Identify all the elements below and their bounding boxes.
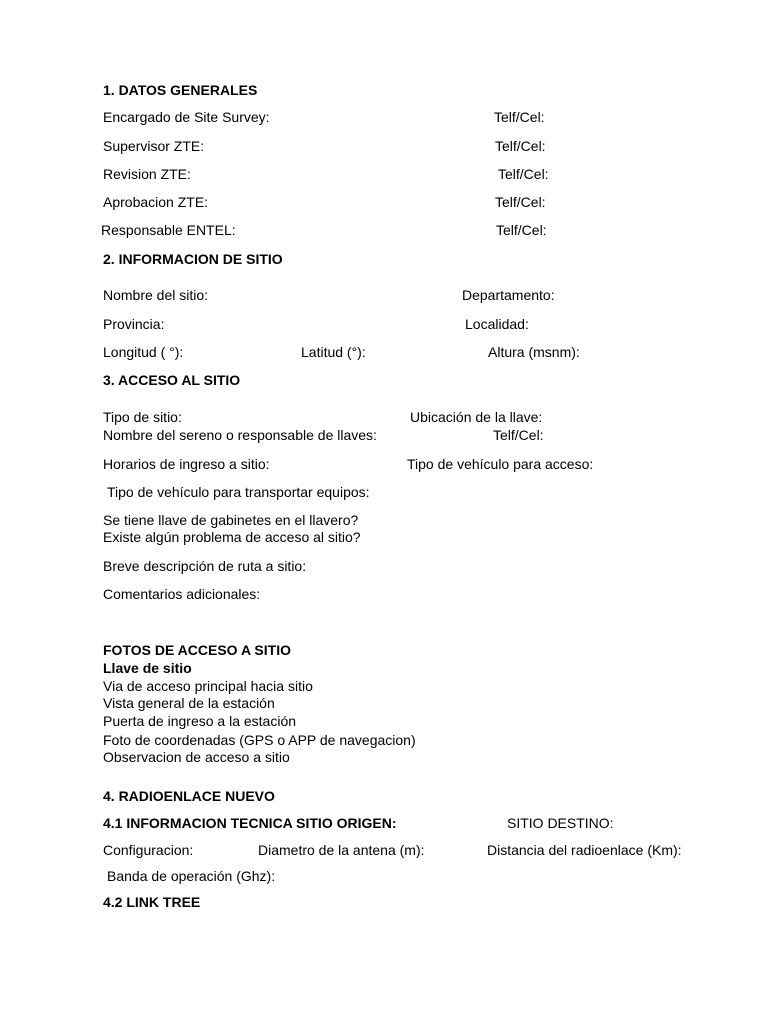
fotos-item-via-acceso: Via de acceso principal hacia sitio (103, 678, 313, 694)
fotos-item-coordenadas: Foto de coordenadas (GPS o APP de navegacion) (103, 732, 416, 748)
field-label-tipo-vehiculo-acceso: Tipo de vehículo para acceso: (407, 456, 594, 472)
field-label-telf-revision: Telf/Cel: (498, 166, 549, 182)
field-label-responsable: Responsable ENTEL: (101, 222, 236, 238)
field-label-aprobacion: Aprobacion ZTE: (103, 194, 209, 210)
field-label-departamento: Departamento: (462, 287, 555, 303)
field-label-provincia: Provincia: (103, 316, 165, 332)
field-label-telf-sereno: Telf/Cel: (493, 427, 544, 443)
section-2-heading: 2. INFORMACION DE SITIO (103, 251, 283, 267)
field-label-telf-responsable: Telf/Cel: (496, 222, 547, 238)
section-4-2-heading: 4.2 LINK TREE (103, 894, 201, 910)
field-label-revision: Revision ZTE: (103, 166, 191, 182)
field-label-horarios: Horarios de ingreso a sitio: (103, 456, 270, 472)
field-label-nombre-sereno: Nombre del sereno o responsable de llaves: (103, 427, 377, 443)
section-4-1-heading: 4.1 INFORMACION TECNICA SITIO ORIGEN: (103, 815, 397, 831)
fotos-item-vista-general: Vista general de la estación (103, 695, 275, 711)
field-label-configuracion: Configuracion: (103, 842, 194, 858)
field-label-telf-supervisor: Telf/Cel: (495, 138, 546, 154)
field-label-telf-encargado: Telf/Cel: (494, 109, 545, 125)
field-label-supervisor: Supervisor ZTE: (103, 138, 205, 154)
field-label-encargado: Encargado de Site Survey: (103, 109, 270, 125)
field-label-llave-gabinetes: Se tiene llave de gabinetes en el llavero? (103, 512, 359, 528)
field-label-descripcion-ruta: Breve descripción de ruta a sitio: (103, 558, 307, 574)
field-label-diametro: Diametro de la antena (m): (258, 842, 425, 858)
section-4-heading: 4. RADIOENLACE NUEVO (103, 788, 275, 804)
field-label-nombre-sitio: Nombre del sitio: (103, 287, 209, 303)
section-1-heading: 1. DATOS GENERALES (103, 82, 258, 98)
field-label-tipo-sitio: Tipo de sitio: (103, 409, 182, 425)
field-label-tipo-vehiculo-equipos: Tipo de vehículo para transportar equipos: (107, 484, 370, 500)
fotos-subheading: Llave de sitio (103, 660, 192, 676)
field-label-banda: Banda de operación (Ghz): (107, 868, 276, 884)
fotos-item-puerta-ingreso: Puerta de ingreso a la estación (103, 713, 297, 729)
field-label-altura: Altura (msnm): (488, 344, 580, 360)
section-3-heading: 3. ACCESO AL SITIO (103, 372, 241, 388)
field-label-problema-acceso: Existe algún problema de acceso al sitio? (103, 529, 361, 545)
field-label-localidad: Localidad: (465, 316, 529, 332)
field-label-latitud: Latitud (°): (301, 344, 366, 360)
field-label-comentarios: Comentarios adicionales: (103, 586, 261, 602)
field-label-ubicacion-llave: Ubicación de la llave: (410, 409, 543, 425)
field-label-telf-aprobacion: Telf/Cel: (495, 194, 546, 210)
field-label-sitio-destino: SITIO DESTINO: (507, 815, 614, 831)
fotos-heading: FOTOS DE ACCESO A SITIO (103, 642, 291, 658)
fotos-item-observacion: Observacion de acceso a sitio (103, 749, 290, 765)
field-label-longitud: Longitud ( °): (103, 344, 184, 360)
field-label-distancia: Distancia del radioenlace (Km): (487, 842, 682, 858)
